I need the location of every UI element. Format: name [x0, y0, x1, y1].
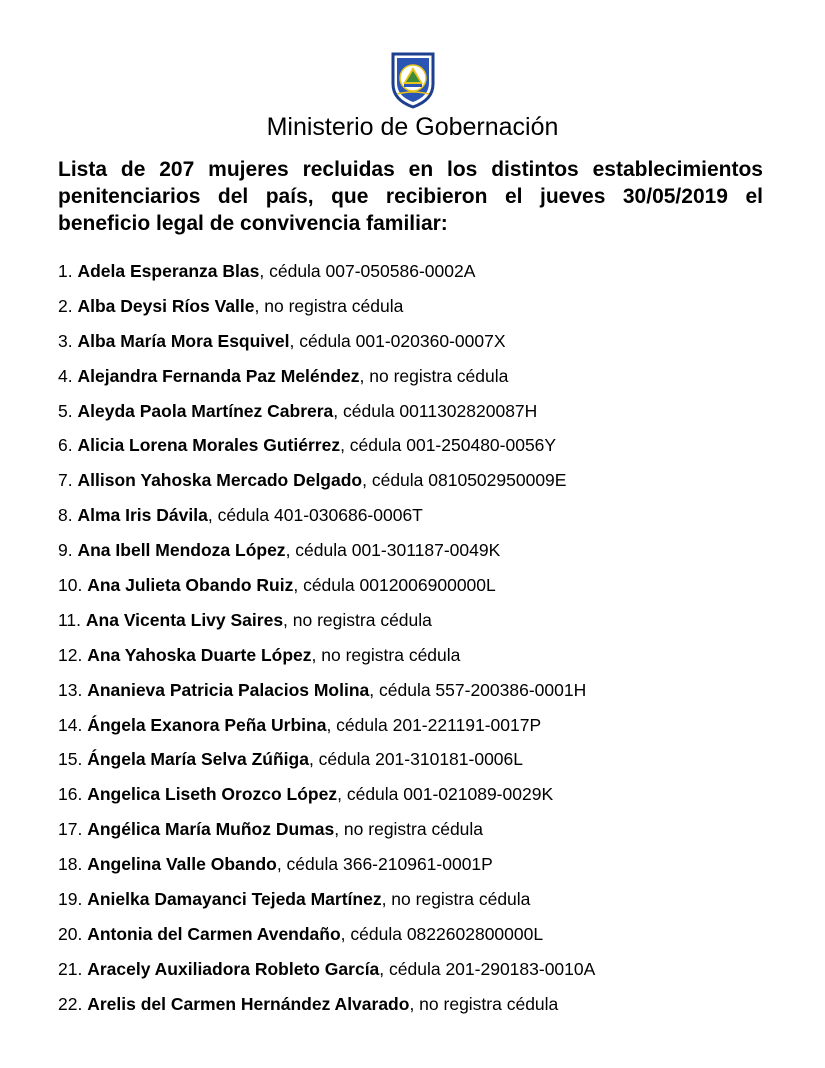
ministry-title: Ministerio de Gobernación	[266, 113, 559, 141]
item-name: Adela Esperanza Blas	[77, 261, 260, 281]
item-number: 5.	[58, 400, 73, 421]
item-detail: , cédula 0822602800000L	[340, 923, 544, 944]
item-name: Angélica María Muñoz Dumas	[87, 819, 335, 840]
list-item	[58, 851, 778, 886]
national-seal-icon	[388, 50, 438, 110]
item-detail: , cédula 401-030686-0006T	[207, 505, 423, 526]
item-number: 9.	[58, 540, 73, 561]
item-detail: , no registra cédula	[409, 993, 559, 1014]
list-item	[58, 467, 778, 502]
list-item	[58, 258, 778, 293]
item-number: 17.	[58, 819, 83, 840]
item-detail: , cédula 007-050586-0002A	[259, 261, 476, 281]
list-item	[58, 677, 778, 712]
list-item	[58, 537, 778, 572]
list-item	[58, 746, 778, 781]
list-item	[58, 991, 778, 1026]
item-detail: , cédula 201-290183-0010A	[379, 958, 596, 979]
item-detail: , no registra cédula	[334, 819, 484, 840]
list-item	[58, 886, 778, 921]
item-detail: , cédula 201-310181-0006L	[308, 749, 524, 770]
item-name: Ana Vicenta Livy Saires	[85, 609, 284, 630]
item-number: 6.	[58, 435, 73, 456]
item-detail: , cédula 201-221191-0017P	[326, 714, 542, 735]
item-name: Allison Yahoska Mercado Delgado	[77, 470, 363, 491]
item-detail: , cédula 557-200386-0001H	[369, 679, 587, 700]
list-item	[58, 642, 778, 677]
list-item	[58, 328, 778, 363]
item-detail: , no registra cédula	[359, 365, 509, 386]
item-name: Alejandra Fernanda Paz Meléndez	[77, 365, 360, 386]
item-number: 19.	[58, 889, 83, 910]
item-detail: , no registra cédula	[311, 644, 461, 665]
list-item	[58, 816, 778, 851]
item-name: Ana Yahoska Duarte López	[87, 644, 312, 665]
item-name: Angelica Liseth Orozco López	[87, 784, 338, 805]
item-name: Angelina Valle Obando	[87, 854, 277, 875]
item-detail: , cédula 0011302820087H	[333, 400, 538, 421]
item-name: Arelis del Carmen Hernández Alvarado	[87, 993, 410, 1014]
item-number: 20.	[58, 923, 83, 944]
item-name: Ángela Exanora Peña Urbina	[87, 714, 327, 735]
list-item	[58, 572, 778, 607]
list-item	[58, 363, 778, 398]
item-detail: , cédula 001-020360-0007X	[289, 330, 506, 351]
beneficiary-list	[58, 258, 778, 1026]
item-number: 2.	[58, 295, 73, 316]
item-number: 13.	[58, 679, 83, 700]
item-name: Alicia Lorena Morales Gutiérrez	[77, 435, 341, 456]
item-detail: , cédula 366-210961-0001P	[276, 854, 493, 875]
item-number: 16.	[58, 784, 83, 805]
item-detail: , cédula 001-021089-0029K	[337, 784, 554, 805]
item-number: 7.	[58, 470, 73, 491]
item-number: 11.	[58, 609, 82, 630]
list-item	[58, 607, 778, 642]
item-name: Ana Julieta Obando Ruiz	[87, 575, 294, 596]
item-number: 14.	[58, 714, 83, 735]
list-item	[58, 502, 778, 537]
item-number: 4.	[58, 365, 73, 386]
list-item	[58, 781, 778, 816]
item-name: Aracely Auxiliadora Robleto García	[87, 958, 380, 979]
page-header	[0, 50, 825, 142]
item-detail: , cédula 0012006900000L	[293, 575, 496, 596]
item-number: 10.	[58, 575, 83, 596]
item-name: Alba Deysi Ríos Valle	[77, 295, 255, 316]
item-name: Alma Iris Dávila	[77, 505, 208, 526]
item-detail: , no registra cédula	[254, 295, 404, 316]
item-name: Antonia del Carmen Avendaño	[87, 923, 341, 944]
item-number: 8.	[58, 505, 73, 526]
item-number: 3.	[58, 330, 73, 351]
list-intro: Lista de 207 mujeres recluidas en los distintos establecimientos penitenciarios del país, que recibieron el jueves 30/05/2019 el beneficio legal de convivencia familiar:	[58, 158, 763, 235]
item-number: 18.	[58, 854, 83, 875]
list-item	[58, 432, 778, 467]
item-number: 12.	[58, 644, 83, 665]
item-name: Ángela María Selva Zúñiga	[87, 749, 309, 770]
item-name: Anielka Damayanci Tejeda Martínez	[87, 889, 382, 910]
item-number: 22.	[58, 993, 83, 1014]
list-item	[58, 293, 778, 328]
list-item	[58, 712, 778, 747]
item-number: 1.	[58, 261, 73, 281]
item-number: 15.	[58, 749, 83, 770]
item-name: Aleyda Paola Martínez Cabrera	[77, 400, 334, 421]
list-item	[58, 398, 778, 433]
item-number: 21.	[58, 958, 83, 979]
item-detail: , no registra cédula	[283, 609, 432, 630]
list-item	[58, 921, 778, 956]
item-detail: , no registra cédula	[381, 889, 531, 910]
list-item	[58, 956, 778, 991]
item-name: Ana Ibell Mendoza López	[77, 540, 286, 561]
item-detail: , cédula 001-250480-0056Y	[340, 435, 557, 456]
item-detail: , cédula 0810502950009E	[362, 470, 567, 491]
item-detail: , cédula 001-301187-0049K	[285, 540, 501, 561]
item-name: Alba María Mora Esquivel	[77, 330, 290, 351]
item-name: Ananieva Patricia Palacios Molina	[87, 679, 370, 700]
